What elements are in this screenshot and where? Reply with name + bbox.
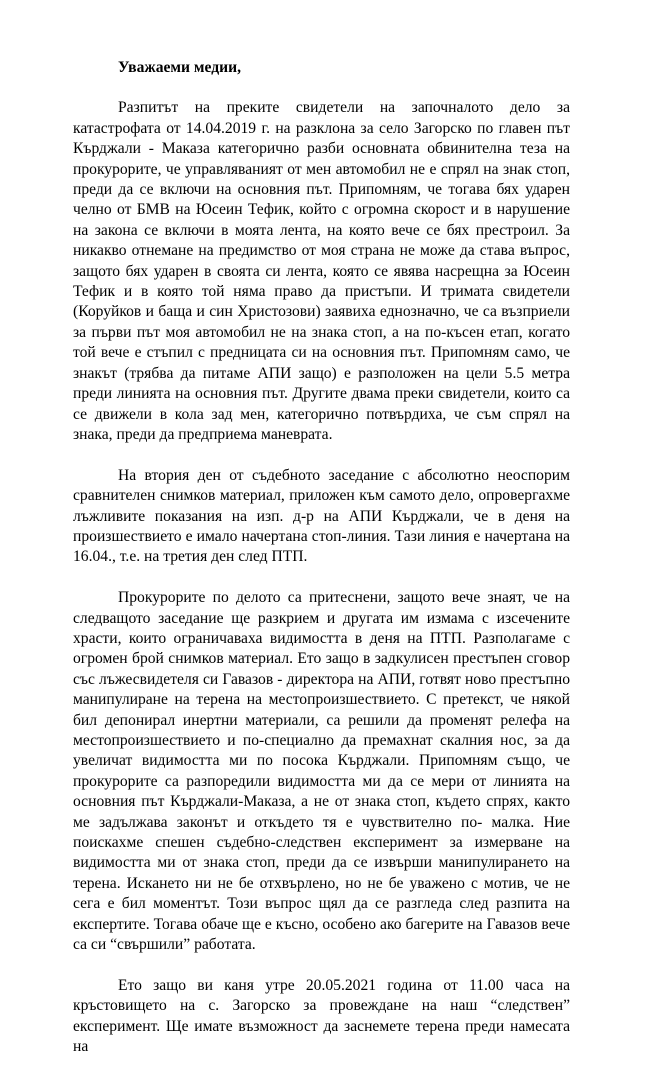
paragraph-testimony: Разпитът на преките свидетели на започналото дело за катастрофата от 14.04.2019 г. на разклона за село Загорско по главен път Кърджали - Маказа категорично разби основната обвинителна теза на прокурорите, че управляваният от мен автомобил не е спрял на знак стоп, преди да се включи на основния път. Припомням, че тогава бях ударен челно от БМВ на Юсеин Тефик, който с огромна скорост и в нарушение на закона се включи в моята лента, на която вече се бях престроил. За никакво отнемане на предимство от моя страна не може да става въпрос, защото бях ударен в своята си лента, която се явява насрещна за Юсеин Тефик и в която той няма право да пристъпи. И тримата свидетели (Коруйков и баща и син Христозови) заявиха еднозначно, че са възприели за първи път моя автомобил не на знака стоп, а на по-късен етап, когато той вече е стъпил с предницата си на основния път. Припомням само, че знакът (трябва да питаме АПИ защо) е разположен на цели 5.5 метра преди линията на основния път. Другите двама преки свидетели, които са се движели в кола зад мен, категорично потвърдиха, че съм спрял на знака, преди да предприема маневрата. bbox=[73, 99, 570, 443]
document-body bbox=[73, 58, 570, 1078]
paragraph-stop-line: На втория ден от съдебното заседание с абсолютно неоспорим сравнителен снимков материал, приложен към самото дело, опровергахме лъжливите показания на изп. д-р на АПИ Кърджали, че в деня на произшествието е имало начертана стоп-линия. Тази линия е начертана на 16.04., т.е. на третия ден след ПТП. bbox=[73, 466, 570, 566]
paragraph-prosecutors: Прокурорите по делото са притеснени, защото вече знаят, че на следващото заседание ще разкрием и другата им измама с изсечените храсти, които ограничаваха видимостта в деня на ПТП. Разполагаме с огромен брой снимков материал. Ето защо в задкулисен престъпен сговор със лъжесвидетеля си Гавазов - директора на АПИ, готвят ново престъпно манипулиране на терена на местопроизшествието. С претекст, че някой бил депонирал инертни материали, са решили да променят релефа на местопроизшествието и по-специално да премахнат скалния нос, за да увеличат видимостта ми по посока Кърджали. Припомням също, че прокурорите са разпоредили видимостта ми да се мери от линията на основния път Кърджали-Маказа, а не от знака стоп, където спрях, както ме задължава законът и откъдето тя е чувствително по- малка. Ние поискахме спешен съдебно-следствен експеримент за измерване на видимостта ми от знака стоп, преди да се извърши манипулирането на терена. Искането ни не бе отхвърлено, но не бе уважено с мотив, че не сега е бил моментът. Този въпрос щял да се разгледа след разпита на експертите. Тогава обаче ще е късно, особено ако багерите на Гавазов вече са си “свършили” работата. bbox=[73, 589, 570, 954]
paragraph-invitation: Ето защо ви каня утре 20.05.2021 година от 11.00 часа на кръстовището на с. Загорско за провеждане на наш “следствен” експеримент. Ще имате възможност да заснемете терена преди намесата на bbox=[73, 976, 570, 1056]
salutation: Уважаеми медии, bbox=[118, 59, 242, 76]
